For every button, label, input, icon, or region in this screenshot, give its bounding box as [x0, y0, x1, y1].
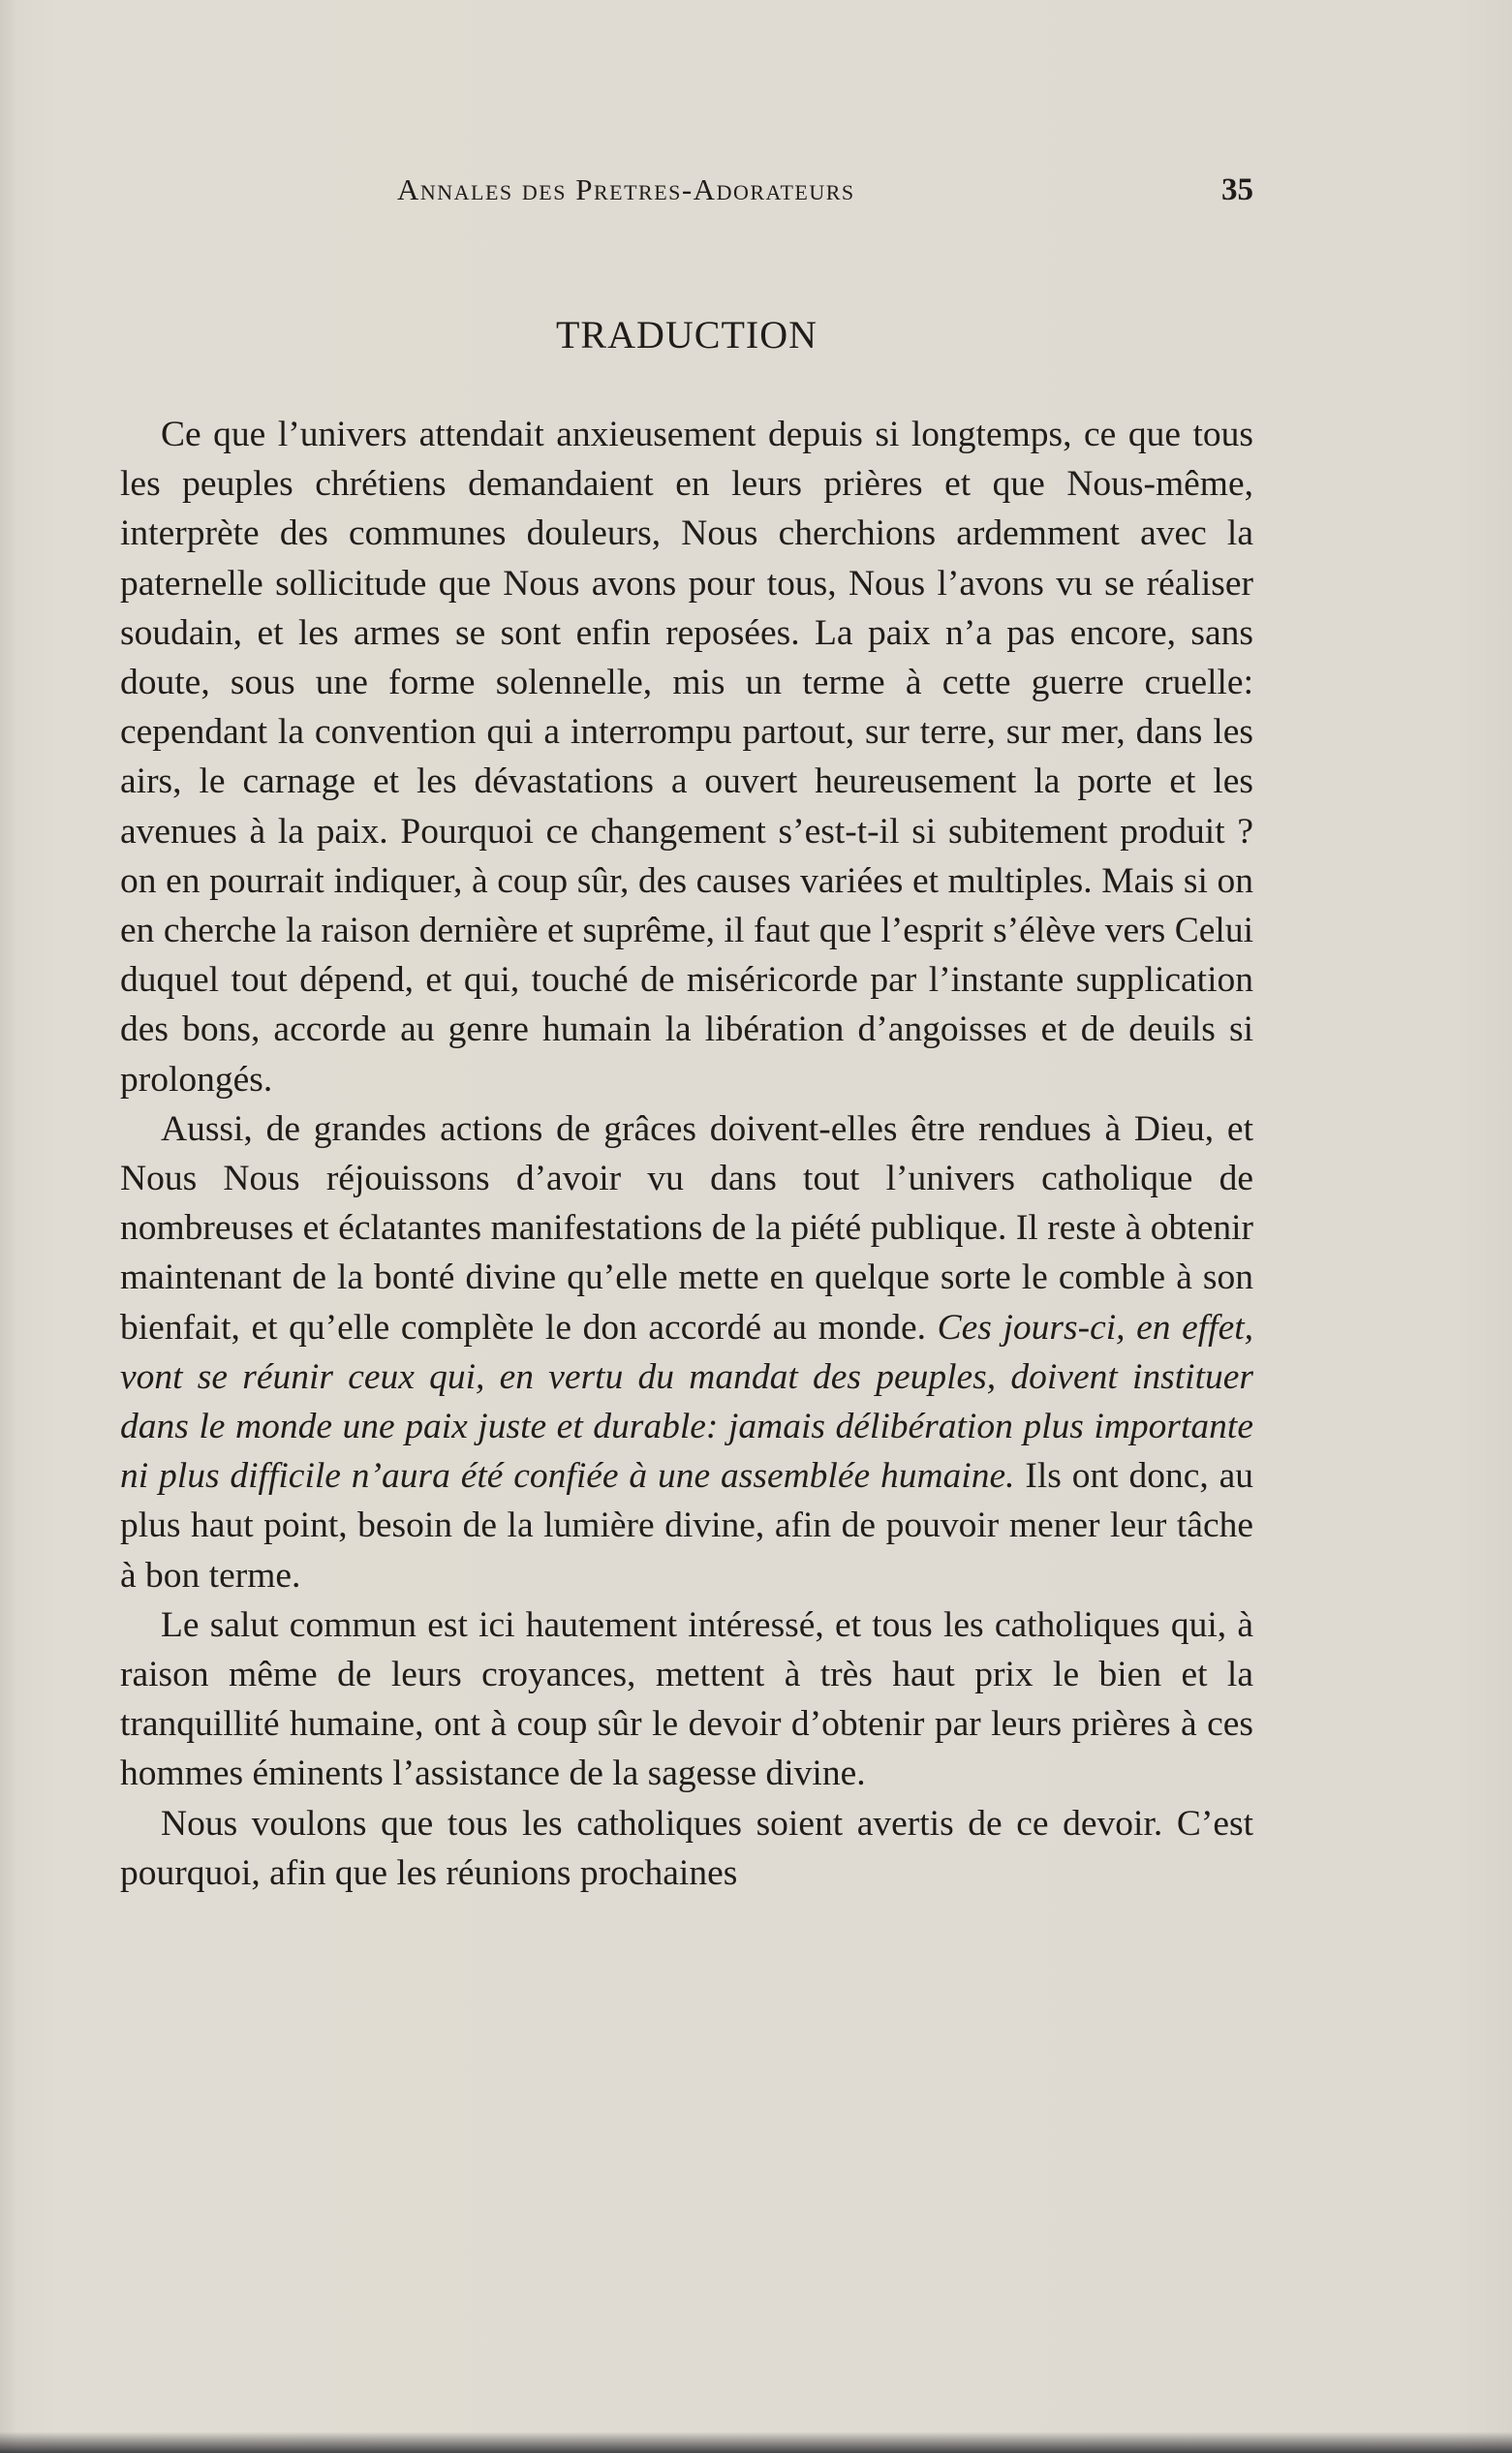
paragraph-3: Le salut commun est ici hautement intéressé, et tous les catholiques qui, à raison même de leurs croyances, mettent à très haut prix le bien et la tranquillité humaine, ont à coup sûr le devoir d’obtenir par leurs prières à ces hommes éminents l’assistance de la sagesse divine. — [120, 1604, 1253, 1794]
page-number: 35 — [1221, 172, 1253, 207]
page-bottom-shadow — [0, 2432, 1512, 2453]
paragraph-2-start: Aussi, de grandes actions de grâces doivent-elles être rendues à Dieu, et Nous Nous réjouissons d’avoir vu dans tout l’univers catholique de nombreuses et éclatantes manifestations de la piété publique. Il reste à obtenir maintenant de la bonté divine qu’elle mette en quelque sorte le comble à son bienfait, et qu’elle complète le don accordé au monde. — [120, 1108, 1253, 1348]
paragraph-1: Ce que l’univers attendait anxieusement depuis si longtemps, ce que tous les peuples chrétiens demandaient en leurs prières et que Nous-même, interprète des communes douleurs, Nous cherchions ardemment avec la paternelle sollicitude que Nous avons pour tous, Nous l’avons vu se réaliser soudain, et les armes se sont enfin reposées. La paix n’a pas encore, sans doute, sous une forme solennelle, mis un terme à cette guerre cruelle: cependant la convention qui a interrompu partout, sur terre, sur mer, dans les airs, le carnage et les dévastations a ouvert heureusement la porte et les avenues à la paix. Pourquoi ce changement s’est-t-il si subitement produit ? on en pourrait indiquer, à coup sûr, des causes variées et multiples. Mais si on en cherche la raison dernière et suprême, il faut que l’esprit s’élève vers Celui duquel tout dépend, et qui, touché de miséricorde par l’instante supplication des bons, accorde au genre humain la libération d’angoisses et de deuils si prolongés. — [120, 415, 1253, 1100]
paragraph-2-end: Ils ont donc, au plus haut point, besoin de la lumière divine, afin de pouvoir mener leur tâche à bon terme. — [120, 1456, 1253, 1596]
paragraph-4: Nous voulons que tous les catholiques soient avertis de ce devoir. C’est pourquoi, afin que les réunions prochaines — [120, 1803, 1253, 1893]
page-header — [120, 172, 1253, 221]
section-title: TRADUCTION — [556, 313, 818, 357]
paragraph-2-italic: Ces jours-ci, en effet, vont se réunir ceux qui, en vertu du mandat des peuples, doivent instituer dans le monde une paix juste et durable: jamais délibération plus importante ni plus difficile n’aura été confiée à une assemblée humaine. — [120, 1307, 1254, 1497]
running-head: Annales des Pretres-Adorateurs — [397, 172, 855, 206]
body-text — [120, 410, 1253, 1898]
paragraph-2 — [120, 1104, 1253, 1600]
